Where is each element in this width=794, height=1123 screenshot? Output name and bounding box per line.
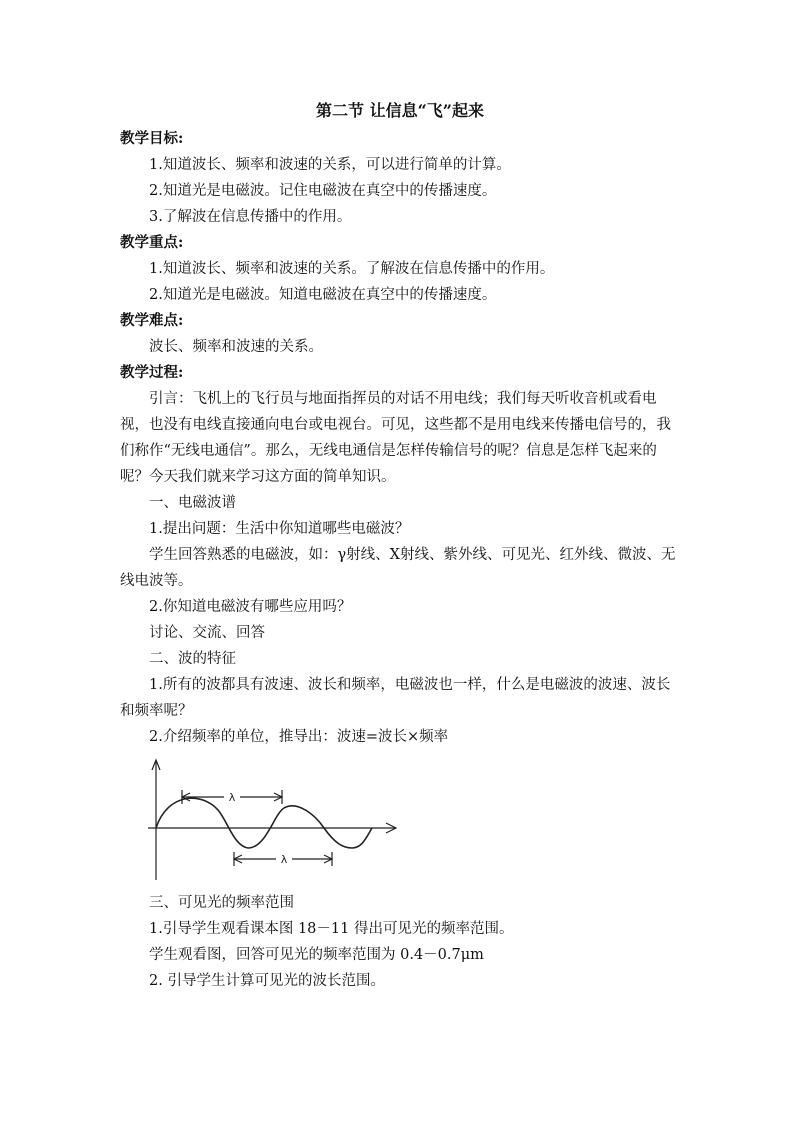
body-paragraph: 2.介绍频率的单位，推导出：波速=波长×频率 <box>149 729 449 745</box>
objective-item: 1.知道波长、频率和波速的关系，可以进行简单的计算。 <box>149 157 511 173</box>
body-paragraph: 2. 引导学生计算可见光的波长范围。 <box>149 973 385 989</box>
answer-paragraph: 学生回答熟悉的电磁波，如：γ射线、X射线、紫外线、可见光、红外线、微波、无线电波等。 <box>120 547 676 589</box>
objectives-heading: 教学目标: <box>120 130 184 147</box>
key-point-item: 2.知道光是电磁波。知道电磁波在真空中的传播速度。 <box>149 287 497 303</box>
body-paragraph: 1.引导学生观看课本图 18－11 得出可见光的频率范围。 <box>149 921 514 937</box>
objective-item: 2.知道光是电磁波。记住电磁波在真空中的传播速度。 <box>149 183 497 199</box>
body-paragraph: 学生观看图，回答可见光的频率范围为 0.4－0.7μm <box>149 947 484 963</box>
section-title: 一、电磁波谱 <box>149 495 236 511</box>
objective-item: 3.了解波在信息传播中的作用。 <box>149 209 352 225</box>
lambda-top-label: λ <box>228 791 236 804</box>
section-title: 三、可见光的频率范围 <box>149 895 294 911</box>
intro-paragraph: 引言：飞机上的飞行员与地面指挥员的对话不用电线；我们每天听收音机或看电视，也没有电线直接通向电台或电视台。可见，这些都不是用电线来传播电信号的，我们称作“无线电通信”。那么，无线电通信是怎样传输信号的呢？信息是怎样飞起来的呢？今天我们就来学习这方面的简单知识。 <box>120 391 671 485</box>
section-title: 二、波的特征 <box>149 651 236 667</box>
difficulty-item: 波长、频率和波速的关系。 <box>149 339 323 355</box>
process-heading: 教学过程: <box>120 364 184 381</box>
lambda-bottom-label: λ <box>280 853 288 866</box>
page-title: 第二节 让信息“飞”起来 <box>316 101 484 120</box>
answer-paragraph: 讨论、交流、回答 <box>149 625 265 641</box>
difficulties-heading: 教学难点: <box>120 312 184 329</box>
question-paragraph: 1.提出问题：生活中你知道哪些电磁波？ <box>149 521 410 537</box>
key-points-heading: 教学重点: <box>120 234 184 251</box>
document-page <box>120 96 680 994</box>
sine-wave <box>156 798 372 848</box>
body-paragraph: 1.所有的波都具有波速、波长和频率，电磁波也一样，什么是电磁波的波速、波长和频率呢？ <box>120 677 671 719</box>
key-point-item: 1.知道波长、频率和波速的关系。了解波在信息传播中的作用。 <box>149 261 555 277</box>
wave-diagram <box>148 756 408 884</box>
question-paragraph: 2.你知道电磁波有哪些应用吗？ <box>149 599 352 615</box>
